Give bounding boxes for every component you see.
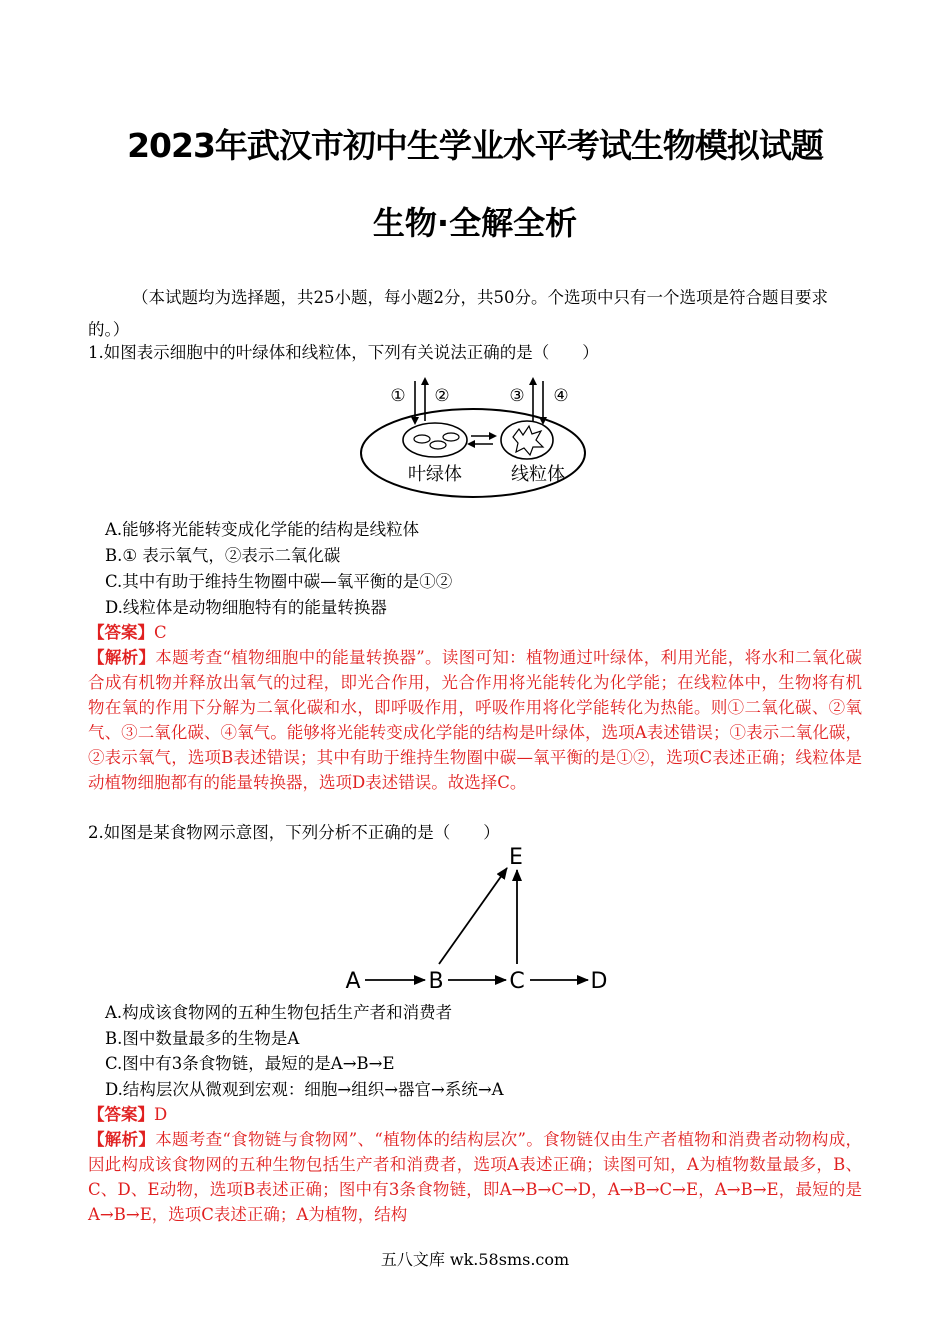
page-footer: 五八文库 wk.58sms.com (380, 1250, 570, 1269)
q1-option-d: D.线粒体是动物细胞特有的能量转换器 (105, 598, 387, 617)
q2-option-b: B.图中数量最多的生物是A (105, 1029, 300, 1048)
label-4: ④ (553, 386, 569, 406)
q1-organelle-diagram (355, 375, 595, 500)
arrow-b-e (439, 868, 507, 964)
mitochondrion-shape (501, 421, 553, 459)
node-a: A (345, 969, 361, 994)
node-d: D (590, 969, 608, 994)
q1-analysis-tag: 【解析】 (88, 648, 156, 667)
q2-analysis-tag: 【解析】 (88, 1130, 156, 1149)
q2-analysis-text: 本题考查“食物链与食物网”、“植物体的结构层次”。食物链仅由生产者植物和消费者动物构成，因此构成该食物网的五种生物包括生产者和消费者，选项A表述正确；读图可知，A为植物数量最多，B、C、D、E动物，选项B表述正确；图中有3条食物链，即A→B→C→D，A→B→C→E，A→B→E，最短的是A→B→E，选项C表述正确；A为植物，结构 (88, 1130, 862, 1224)
q1-analysis (88, 645, 862, 795)
q1-analysis-text: 本题考查“植物细胞中的能量转换器”。读图可知：植物通过叶绿体，利用光能，将水和二氧化碳合成有机物并释放出氧气的过程，即光合作用，光合作用将光能转化为化学能；在线粒体中，生物将有机物在氧的作用下分解为二氧化碳和水，即呼吸作用，呼吸作用将化学能转化为热能。则①二氧化碳、②氧气、③二氧化碳、④氧气。能够将光能转变成化学能的结构是叶绿体，选项A表述错误；①表示二氧化碳，②表示氧气，选项B表述错误；其中有助于维持生物圈中碳—氧平衡的是①②，选项C表述正确；线粒体是动植物细胞都有的能量转换器，选项D表述错误。故选择C。 (88, 648, 863, 792)
chloroplast-label: 叶绿体 (408, 464, 462, 485)
q1-option-b: B.① 表示氧气，②表示二氧化碳 (105, 546, 341, 565)
q1-option-c: C.其中有助于维持生物圈中碳—氧平衡的是①② (105, 572, 453, 591)
q1-answer (88, 620, 167, 645)
node-e: E (509, 845, 523, 870)
q2-option-d: D.结构层次从微观到宏观：细胞→组织→器官→系统→A (105, 1080, 504, 1099)
node-c: C (509, 969, 525, 994)
q1-option-a: A.能够将光能转变成化学能的结构是线粒体 (105, 520, 420, 539)
q2-analysis (88, 1127, 862, 1227)
q2-option-c: C.图中有3条食物链，最短的是A→B→E (105, 1054, 395, 1073)
intro-text: （本试题均为选择题，共25小题，每小题2分，共50分。个选项中只有一个选项是符合题目要求的。） (88, 288, 828, 339)
q2-answer-value: D (154, 1105, 168, 1124)
node-b: B (428, 969, 444, 994)
q2-option-a: A.构成该食物网的五种生物包括生产者和消费者 (105, 1003, 453, 1022)
q1-answer-tag: 【答案】 (88, 623, 154, 642)
label-1: ① (390, 386, 406, 406)
page-subtitle: 生物·全解全析 (372, 204, 578, 242)
page-title: 2023年武汉市初中生学业水平考试生物模拟试题 (127, 126, 823, 165)
q1-answer-value: C (154, 623, 167, 642)
q2-stem: 2.如图是某食物网示意图，下列分析不正确的是（ ） (88, 823, 500, 842)
q1-stem: 1.如图表示细胞中的叶绿体和线粒体，下列有关说法正确的是（ ） (88, 343, 599, 362)
label-3: ③ (509, 386, 525, 406)
mitochondrion-label: 线粒体 (511, 464, 565, 485)
q2-food-web-diagram (335, 840, 620, 1000)
label-2: ② (434, 386, 450, 406)
q2-answer-tag: 【答案】 (88, 1105, 154, 1124)
q2-answer (88, 1102, 167, 1127)
